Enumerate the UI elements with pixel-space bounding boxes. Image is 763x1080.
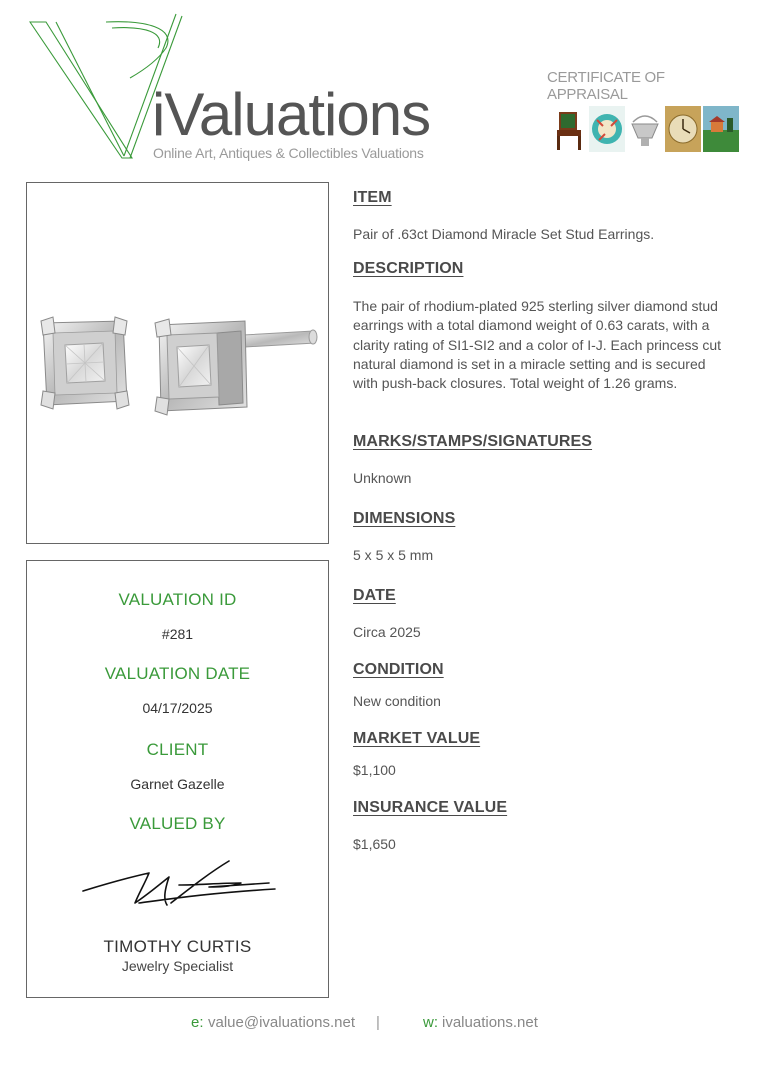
clock-face-icon (665, 106, 701, 152)
web-link[interactable]: ivaluations.net (442, 1014, 538, 1031)
valuer-role: Jewelry Specialist (121, 958, 234, 974)
marks-section (353, 433, 733, 488)
market-value-section (353, 730, 733, 780)
description-text: The pair of rhodium-plated 925 sterling silver diamond stud earrings with a total diamond weight of 0.63 carats, with a clarity rating of SI1-SI2 and a color of I-J. Each princess cut natural diamond is set in a miracle setting and is secured with push-back closures. Total weight of 1.26 grams. (353, 298, 722, 392)
email-label: e: (191, 1014, 204, 1031)
insurance-value-section (353, 799, 733, 854)
brand-name: iValuations (152, 81, 431, 148)
item-heading: ITEM (353, 189, 392, 206)
valuation-date-value: 04/17/2025 (142, 700, 213, 716)
market-value-text: $1,100 (353, 762, 396, 778)
date-heading: DATE (353, 587, 396, 604)
email-link[interactable]: value@ivaluations.net (208, 1014, 355, 1031)
date-section (353, 587, 733, 642)
condition-text: New condition (353, 693, 441, 709)
valuation-date-label: VALUATION DATE (104, 664, 251, 683)
landscape-painting-icon (703, 106, 739, 152)
condition-section (353, 661, 733, 711)
dimensions-section (353, 510, 733, 565)
description-section (353, 260, 733, 393)
silver-basket-icon (627, 106, 663, 152)
porcelain-plate-icon (589, 106, 625, 152)
brand-tagline: Online Art, Antiques & Collectibles Valuations (153, 145, 424, 161)
dimensions-text: 5 x 5 x 5 mm (353, 547, 434, 563)
market-value-heading: MARKET VALUE (353, 730, 481, 747)
insurance-value-text: $1,650 (353, 836, 396, 852)
client-label: CLIENT (146, 740, 209, 759)
diamond-stud-earrings-icon (27, 183, 330, 545)
date-text: Circa 2025 (353, 624, 421, 640)
item-text: Pair of .63ct Diamond Miracle Set Stud Earrings. (353, 226, 655, 242)
marks-text: Unknown (353, 470, 412, 486)
valuation-summary (26, 560, 329, 998)
dimensions-heading: DIMENSIONS (353, 510, 456, 527)
client-value: Garnet Gazelle (130, 776, 225, 792)
valuer-name: TIMOTHY CURTIS (103, 937, 252, 956)
valued-by-label: VALUED BY (129, 814, 226, 833)
valuation-id-value: #281 (161, 626, 194, 642)
antique-chair-icon (551, 106, 587, 152)
marks-heading: MARKS/STAMPS/SIGNATURES (353, 433, 593, 450)
condition-heading: CONDITION (353, 661, 444, 678)
item-photo-frame (26, 182, 329, 544)
footer-separator: | (376, 1014, 380, 1031)
insurance-value-heading: INSURANCE VALUE (353, 799, 508, 816)
description-heading: DESCRIPTION (353, 260, 464, 277)
valuer-signature-icon (79, 853, 279, 923)
valuation-id-label: VALUATION ID (118, 590, 237, 609)
web-label: w: (423, 1014, 438, 1031)
item-section (353, 189, 733, 244)
certificate-title: CERTIFICATE OF APPRAISAL (547, 69, 665, 103)
category-thumbnails (551, 106, 739, 152)
